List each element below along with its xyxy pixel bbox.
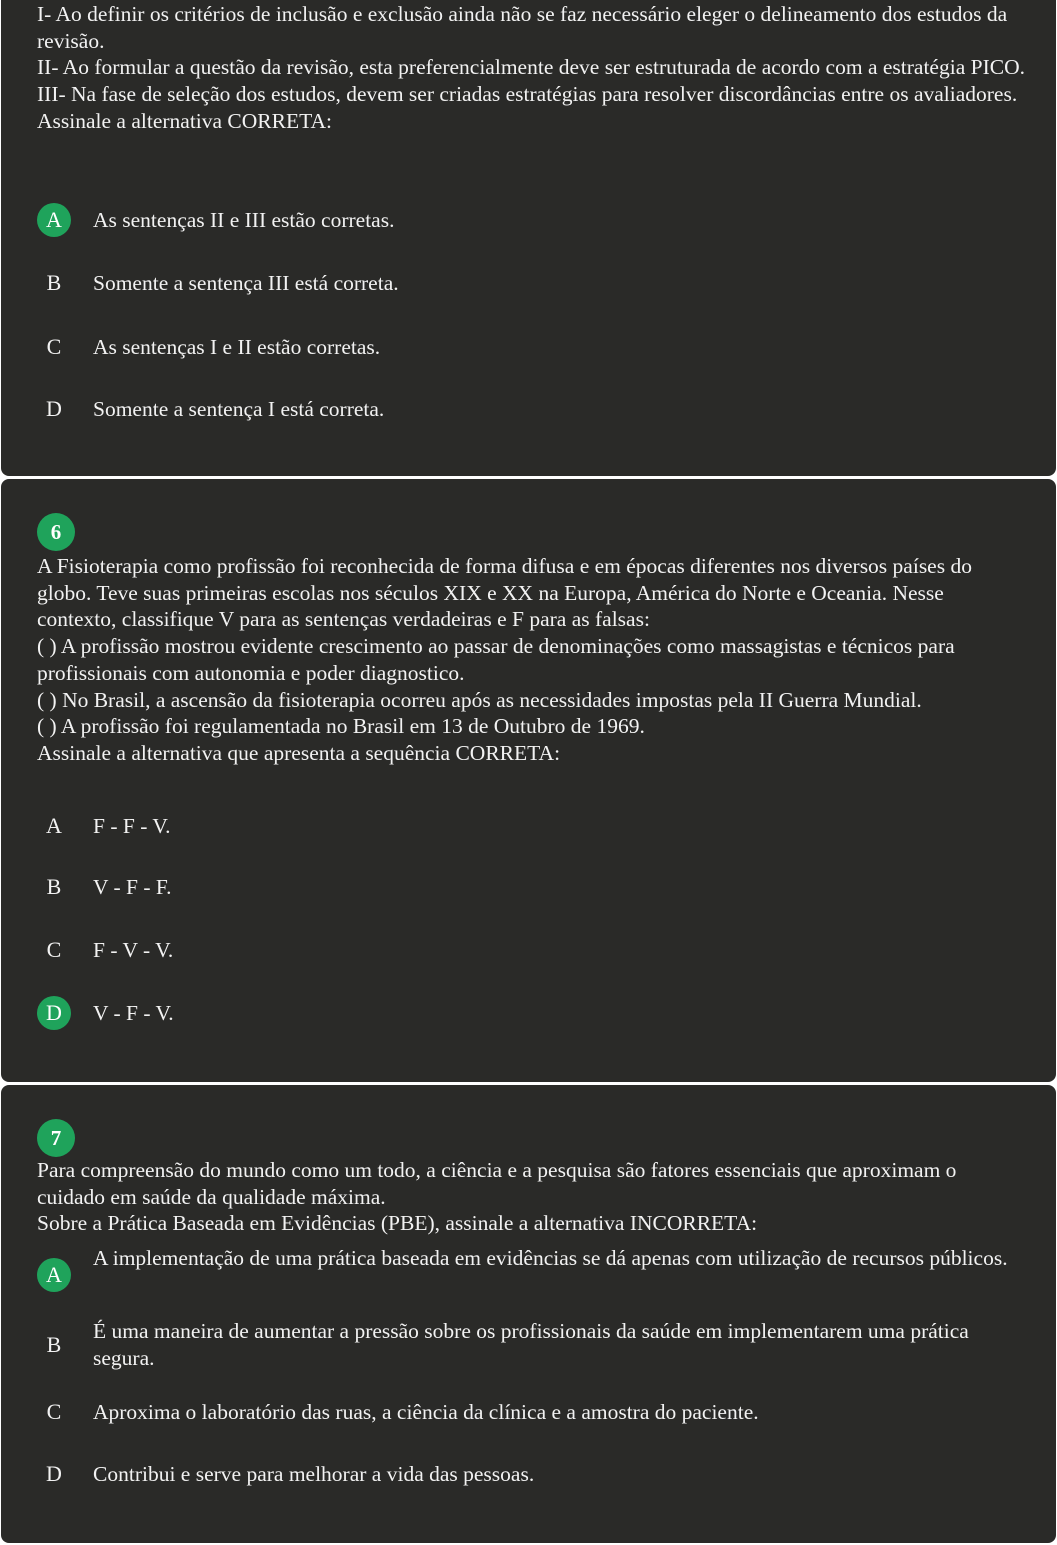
option-text: Aproxima o laboratório das ruas, a ciência da clínica e a amostra do paciente. bbox=[93, 1400, 759, 1424]
option-text: As sentenças II e III estão corretas. bbox=[93, 208, 395, 232]
option-c[interactable] bbox=[37, 933, 1027, 973]
option-letter-badge: A bbox=[37, 1258, 71, 1292]
option-text: Somente a sentença I está correta. bbox=[93, 397, 385, 421]
option-letter: D bbox=[46, 396, 62, 421]
question-7-statement bbox=[37, 1157, 1027, 1237]
question-number-badge: 7 bbox=[37, 1119, 75, 1157]
option-d[interactable] bbox=[37, 996, 1027, 1036]
statement-line: ( ) No Brasil, a ascensão da fisioterapia ocorreu após as necessidades impostas pela II Guerra Mundial. bbox=[37, 687, 922, 712]
statement-line: Sobre a Prática Baseada em Evidências (PBE), assinale a alternativa INCORRETA: bbox=[37, 1211, 758, 1236]
option-letter: B bbox=[46, 270, 62, 295]
option-letter: C bbox=[46, 1399, 62, 1424]
option-letter: B bbox=[46, 874, 62, 899]
option-letter: C bbox=[46, 937, 62, 962]
option-a[interactable] bbox=[37, 1245, 1027, 1305]
statement-line: Assinale a alternativa que apresenta a sequência CORRETA: bbox=[37, 740, 561, 765]
option-text: Somente a sentença III está correta. bbox=[93, 271, 399, 295]
option-c[interactable] bbox=[37, 330, 1027, 370]
option-letter-badge: A bbox=[37, 203, 71, 237]
option-d[interactable] bbox=[37, 1457, 1027, 1497]
option-b[interactable] bbox=[37, 266, 1027, 306]
question-5-statement bbox=[37, 1, 1027, 135]
option-letter: A bbox=[46, 813, 62, 838]
option-letter: C bbox=[46, 334, 62, 359]
question-card-6 bbox=[1, 479, 1056, 1082]
option-d[interactable] bbox=[37, 392, 1027, 432]
option-b[interactable] bbox=[37, 870, 1027, 910]
statement-line: II- Ao formular a questão da revisão, esta preferencialmente deve ser estruturada de acordo com a estratégia PICO. bbox=[37, 55, 1025, 80]
option-text: F - V - V. bbox=[93, 938, 174, 962]
option-text: A implementação de uma prática baseada em evidências se dá apenas com utilização de recursos públicos. bbox=[93, 1246, 1008, 1270]
option-text: F - F - V. bbox=[93, 814, 171, 838]
question-6-statement bbox=[37, 553, 1027, 767]
statement-line: A Fisioterapia como profissão foi reconhecida de forma difusa e em épocas diferentes nos diversos países do globo. Teve suas primeiras escolas nos séculos XIX e XX na Europa, América do Norte e Oceania. Nesse contexto, classifique V para as sentenças verdadeiras e F para as falsas: bbox=[37, 554, 972, 632]
option-text: É uma maneira de aumentar a pressão sobre os profissionais da saúde em implementarem uma prática segura. bbox=[93, 1319, 969, 1370]
option-a[interactable] bbox=[37, 203, 1027, 243]
statement-line: Para compreensão do mundo como um todo, a ciência e a pesquisa são fatores essenciais que aproximam o cuidado em saúde da qualidade máxima. bbox=[37, 1158, 957, 1209]
option-letter: D bbox=[46, 1461, 62, 1486]
question-card-7 bbox=[1, 1085, 1056, 1543]
statement-line: Assinale a alternativa CORRETA: bbox=[37, 108, 333, 133]
statement-line: I- Ao definir os critérios de inclusão e exclusão ainda não se faz necessário eleger o delineamento dos estudos da revisão. bbox=[37, 2, 1008, 53]
statement-line: III- Na fase de seleção dos estudos, devem ser criadas estratégias para resolver discordâncias entre os avaliadores. bbox=[37, 82, 1018, 107]
option-a[interactable] bbox=[37, 809, 1027, 849]
option-text: V - F - F. bbox=[93, 875, 172, 899]
option-c[interactable] bbox=[37, 1395, 1027, 1435]
option-letter: B bbox=[46, 1332, 62, 1357]
statement-line: ( ) A profissão foi regulamentada no Brasil em 13 de Outubro de 1969. bbox=[37, 714, 645, 739]
option-text: As sentenças I e II estão corretas. bbox=[93, 335, 381, 359]
question-card-5 bbox=[1, 0, 1056, 476]
question-number-badge: 6 bbox=[37, 513, 75, 551]
statement-line: ( ) A profissão mostrou evidente crescimento ao passar de denominações como massagistas e técnicos para profissionais com autonomia e poder diagnostico. bbox=[37, 634, 955, 685]
option-letter-badge: D bbox=[37, 996, 71, 1030]
option-text: V - F - V. bbox=[93, 1001, 174, 1025]
option-b[interactable] bbox=[37, 1318, 1027, 1378]
option-text: Contribui e serve para melhorar a vida das pessoas. bbox=[93, 1462, 535, 1486]
